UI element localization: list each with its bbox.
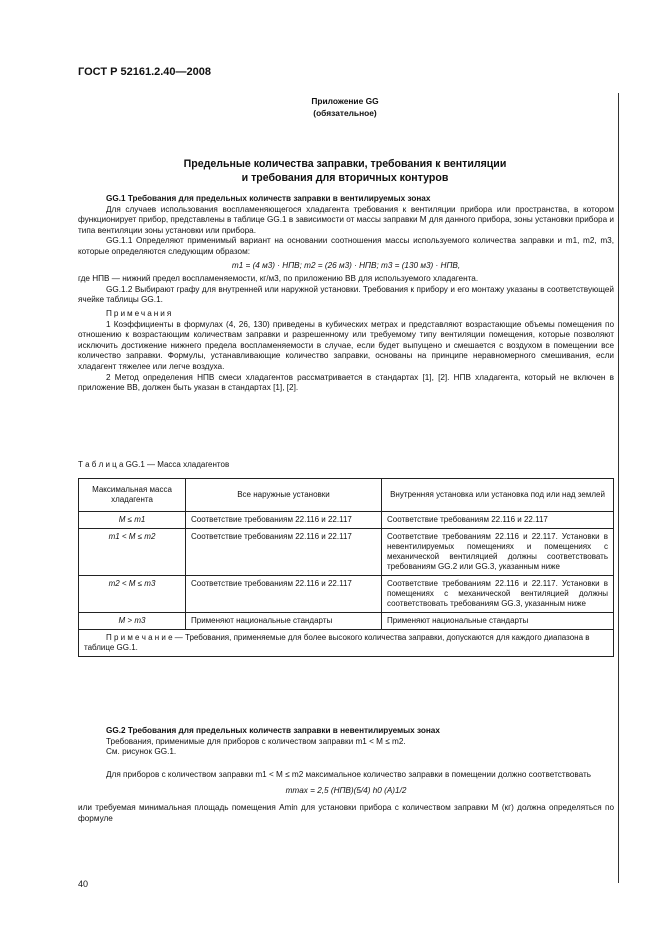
table-header-row: [79, 479, 614, 512]
table-cell: Соответствие требованиям 22.116 и 22.117: [186, 576, 382, 613]
table-header-cell: Максимальная масса хладагента: [79, 479, 186, 512]
table-note: П р и м е ч а н и е — Требования, применяемые для более высокого количества заправки, допускаются для каждого диапазона в таблице GG.1.: [79, 630, 614, 657]
table-cell: M > m3: [79, 613, 186, 630]
table-header-cell: Внутренняя установка или установка под или над землей: [382, 479, 614, 512]
appendix-heading: [200, 95, 490, 119]
note-1: 1 Коэффициенты в формулах (4, 26, 130) приведены в кубических метрах и представляют возрастающие объемы помещения по отношению к возрастающим количествам заправки и разрешенному или требуемому типу вентиляции помещения, которые позволяют исключить достижение нижнего предела воспламеняемости в случае, если будет выпущено и смешается с воздухом в помещении все количество заправки. Формулы, устанавливающие количество заправки, основаны на принципе неравномерного смешивания, если хладагент тяжелее или легче воздуха.: [78, 319, 614, 371]
table-cell: Применяют национальные стандарты: [382, 613, 614, 630]
table-cell: Соответствие требованиям 22.116 и 22.117. Установки в невентилируемых помещениях и помещениях с механической вентиляцией должны соответствовать требованиям GG.2 или GG.3, указанным ниже: [382, 529, 614, 576]
table-note-row: [79, 630, 614, 657]
notes-label: Примечания: [106, 308, 174, 318]
gg1-formula: m1 = (4 м3) · НПВ; m2 = (26 м3) · НПВ; m3 = (130 м3) · НПВ,: [231, 260, 461, 270]
gg2-heading: GG.2 Требования для предельных количеств заправки в невентилируемых зонах: [106, 726, 440, 735]
gg1-paragraph-1: Для случаев использования воспламеняющегося хладагента требования к вентиляции прибора или пространства, в котором функционирует прибор, представлены в таблице GG.1 в зависимости от массы заправки M для данного прибора, зоны установки прибора и типа вентиляции зоны установки или прибора.: [78, 204, 614, 235]
gg2-formula: mmax = 2,5 (НПВ)(5/4) h0 (A)1/2: [285, 786, 407, 796]
gg1-paragraph-4: GG.1.2 Выбирают графу для внутренней или наружной установки. Требования к прибору и его монтажу указаны в соответствующей ячейке таблицы GG.1.: [78, 284, 614, 305]
main-title: [120, 157, 570, 185]
gg1-paragraph-3: где НПВ — нижний предел воспламеняемости, кг/м3, по приложению ВВ для используемого хладагента.: [78, 274, 479, 284]
gg1-heading: GG.1 Требования для предельных количеств заправки в вентилируемых зонах: [106, 194, 431, 203]
table-cell: Соответствие требованиям 22.116 и 22.117: [186, 529, 382, 576]
table-row: [79, 529, 614, 576]
table-header-cell: Все наружные установки: [186, 479, 382, 512]
table-row: [79, 613, 614, 630]
table-cell: Соответствие требованиям 22.116 и 22.117: [186, 512, 382, 529]
table-row: [79, 576, 614, 613]
section-gg1: [78, 194, 614, 394]
table-cell: Соответствие требованиям 22.116 и 22.117: [382, 512, 614, 529]
table-cell: M ≤ m1: [79, 512, 186, 529]
table-row: [79, 512, 614, 529]
gg2-paragraph-3: Для приборов с количеством заправки m1 < M ≤ m2 максимальное количество заправки в помещении должно соответствовать: [106, 769, 592, 779]
appendix-title: Приложение GG: [311, 96, 379, 106]
table-cell: m2 < M ≤ m3: [79, 576, 186, 613]
page-number: 40: [78, 879, 89, 889]
appendix-status: (обязательное): [313, 108, 377, 118]
main-title-line-2: и требования для вторичных контуров: [241, 172, 449, 184]
mass-table: [78, 478, 614, 657]
gg2-paragraph-2: См. рисунок GG.1.: [106, 747, 177, 757]
standard-header: ГОСТ Р 52161.2.40—2008: [78, 66, 212, 78]
gg2-paragraph-1: Требования, применимые для приборов с количеством заправки m1 < M ≤ m2.: [106, 736, 406, 746]
table-caption: Т а б л и ц а GG.1 — Масса хладагентов: [78, 460, 230, 469]
gg2-paragraph-4: или требуемая минимальная площадь помещения Amin для установки прибора с количеством заправки M (кг) должна определяться по формуле: [78, 802, 614, 823]
main-title-line-1: Предельные количества заправки, требования к вентиляции: [183, 158, 507, 170]
gg1-paragraph-2: GG.1.1 Определяют применимый вариант на основании соотношения массы используемого количества заправки и m1, m2, m3, которые определяются следующим образом:: [78, 236, 614, 256]
section-gg2: [78, 726, 614, 824]
table-cell: m1 < M ≤ m2: [79, 529, 186, 576]
table-cell: Соответствие требованиям 22.116 и 22.117. Установки в помещениях с механической вентиляцией должны соответствовать требованиям GG.3, указанным ниже: [382, 576, 614, 613]
table-cell: Применяют национальные стандарты: [186, 613, 382, 630]
note-2: 2 Метод определения НПВ смеси хладагентов рассматривается в стандартах [1], [2]. НПВ хладагента, который не включен в приложение ВВ, должен быть указан в стандартах [1], [2].: [78, 372, 614, 393]
margin-rule: [618, 93, 619, 883]
